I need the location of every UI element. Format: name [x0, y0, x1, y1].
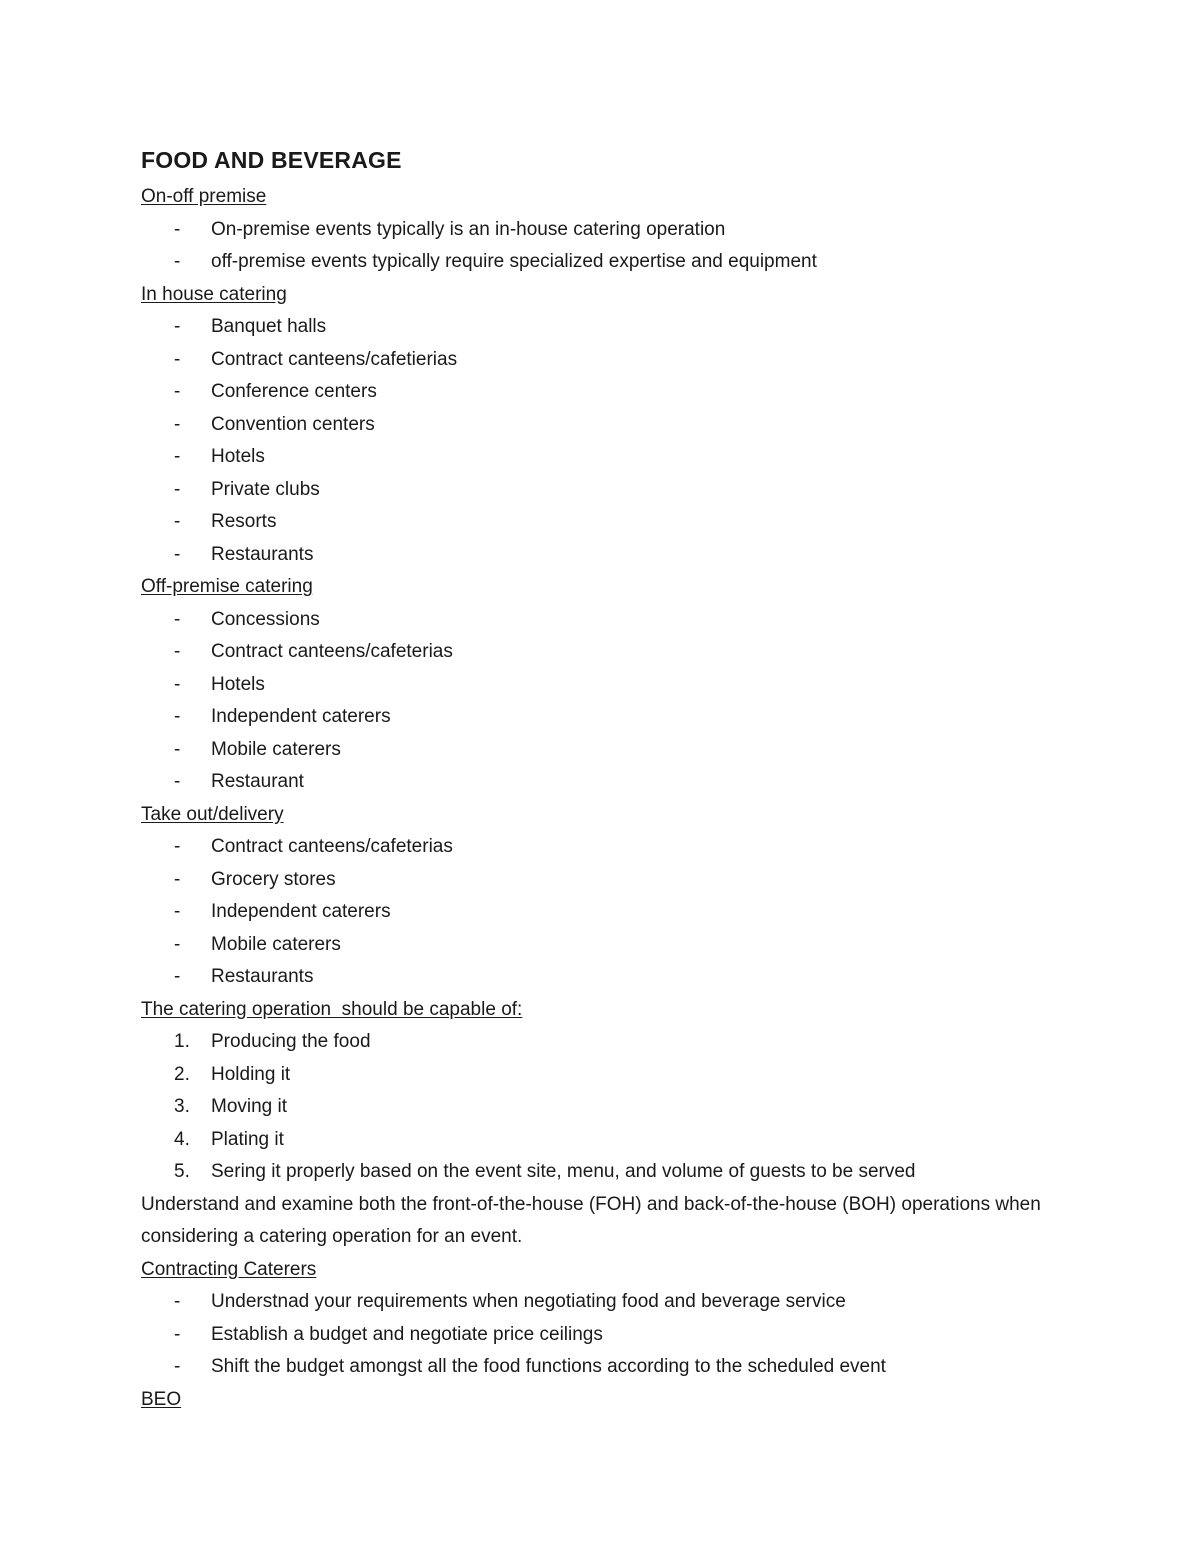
dash-bullet: -: [174, 868, 181, 890]
list-item: [141, 864, 1061, 897]
section-heading-take-out-delivery: Take out/delivery: [141, 803, 284, 825]
body-paragraph: Understand and examine both the front-of-the-house (FOH) and back-of-the-house (BOH) operations when considering a catering operation for an event.: [141, 1193, 1041, 1247]
dash-bullet: -: [174, 673, 181, 695]
dash-bullet: -: [174, 511, 181, 532]
numbered-item: [141, 1026, 1061, 1059]
list-item-text: Hotels: [211, 446, 265, 467]
dash-bullet: -: [174, 1323, 181, 1345]
dash-bullet: -: [174, 901, 181, 922]
list-item-text: Banquet halls: [211, 316, 327, 337]
list-item-text: Restaurants: [211, 543, 314, 565]
list-item-text: Independent caterers: [211, 706, 391, 727]
list-item: [141, 409, 1061, 442]
number-marker: 3.: [174, 1096, 190, 1117]
dash-bullet: -: [174, 543, 181, 565]
list-item: [141, 734, 1061, 767]
list-item: [141, 604, 1061, 637]
list-item: [141, 441, 1061, 474]
dash-bullet: -: [174, 381, 181, 402]
list-item-text: Private clubs: [211, 478, 320, 500]
dash-bullet: -: [174, 478, 181, 500]
section-heading-capable-of: The catering operation should be capable of:: [141, 998, 523, 1020]
numbered-item: [141, 1059, 1061, 1092]
dash-bullet: -: [174, 933, 181, 955]
dash-bullet: -: [174, 446, 181, 467]
number-marker: 5.: [174, 1161, 190, 1182]
dash-bullet: -: [174, 738, 181, 760]
list-item-text: Contract canteens/cafeterias: [211, 836, 453, 857]
dash-bullet: -: [174, 771, 181, 792]
list-item-text: Concessions: [211, 608, 320, 630]
dash-bullet: -: [174, 641, 181, 662]
list-item: [141, 376, 1061, 409]
list-item-text: Hotels: [211, 673, 265, 695]
list-item-text: Grocery stores: [211, 868, 336, 890]
list-item-text: off-premise events typically require specialized expertise and equipment: [211, 251, 817, 272]
list-item: [141, 701, 1061, 734]
list-item: [141, 246, 1061, 279]
list-item-text: Shift the budget amongst all the food functions according to the scheduled event: [211, 1356, 886, 1377]
dash-bullet: -: [174, 316, 181, 337]
list-item-text: Restaurant: [211, 771, 304, 792]
dash-bullet: -: [174, 1356, 181, 1377]
list-item: [141, 896, 1061, 929]
section-heading-off-premise-catering: Off-premise catering: [141, 576, 313, 597]
list-item-text: Holding it: [211, 1063, 291, 1085]
list-item-text: Sering it properly based on the event site, menu, and volume of guests to be served: [211, 1161, 916, 1182]
list-item: [141, 1351, 1061, 1384]
list-item-text: Restaurants: [211, 966, 314, 987]
numbered-item: [141, 1091, 1061, 1124]
list-item-text: On-premise events typically is an in-house catering operation: [211, 218, 726, 240]
section-heading-contracting-caterers: Contracting Caterers: [141, 1258, 317, 1280]
list-item-text: Conference centers: [211, 381, 377, 402]
list-item-text: Mobile caterers: [211, 933, 341, 955]
list-item: [141, 1319, 1061, 1352]
list-item: [141, 669, 1061, 702]
dash-bullet: -: [174, 413, 181, 435]
list-item: [141, 214, 1061, 247]
list-item-text: Producing the food: [211, 1031, 371, 1052]
list-item-text: Plating it: [211, 1128, 284, 1150]
list-item-text: Establish a budget and negotiate price ceilings: [211, 1323, 603, 1345]
list-item-text: Independent caterers: [211, 901, 391, 922]
list-item: [141, 636, 1061, 669]
dash-bullet: -: [174, 706, 181, 727]
list-item-text: Contract canteens/cafetierias: [211, 348, 458, 370]
list-item-text: Understnad your requirements when negotiating food and beverage service: [211, 1291, 846, 1312]
number-marker: 2.: [174, 1063, 190, 1085]
dash-bullet: -: [174, 966, 181, 987]
list-item-text: Moving it: [211, 1096, 288, 1117]
section-heading-on-off-premise: On-off premise: [141, 186, 267, 207]
list-item-text: Convention centers: [211, 413, 375, 435]
dash-bullet: -: [174, 348, 181, 370]
list-item: [141, 831, 1061, 864]
list-item: [141, 766, 1061, 799]
list-item: [141, 961, 1061, 994]
dash-bullet: -: [174, 218, 181, 240]
list-item: [141, 1286, 1061, 1319]
numbered-item: [141, 1156, 1061, 1189]
list-item: [141, 311, 1061, 344]
dash-bullet: -: [174, 1291, 181, 1312]
list-item-text: Mobile caterers: [211, 738, 341, 760]
section-heading-in-house-catering: In house catering: [141, 283, 287, 305]
list-item-text: Resorts: [211, 511, 277, 532]
dash-bullet: -: [174, 836, 181, 857]
numbered-item: [141, 1124, 1061, 1157]
list-item: [141, 539, 1061, 572]
document-title: FOOD AND BEVERAGE: [141, 147, 402, 173]
section-heading-beo: BEO: [141, 1388, 182, 1410]
list-item-text: Contract canteens/cafeterias: [211, 641, 453, 662]
dash-bullet: -: [174, 608, 181, 630]
list-item: [141, 506, 1061, 539]
list-item: [141, 929, 1061, 962]
dash-bullet: -: [174, 251, 181, 272]
number-marker: 1.: [174, 1031, 190, 1052]
number-marker: 4.: [174, 1128, 190, 1150]
list-item: [141, 474, 1061, 507]
document-page: [141, 143, 1061, 1416]
list-item: [141, 344, 1061, 377]
